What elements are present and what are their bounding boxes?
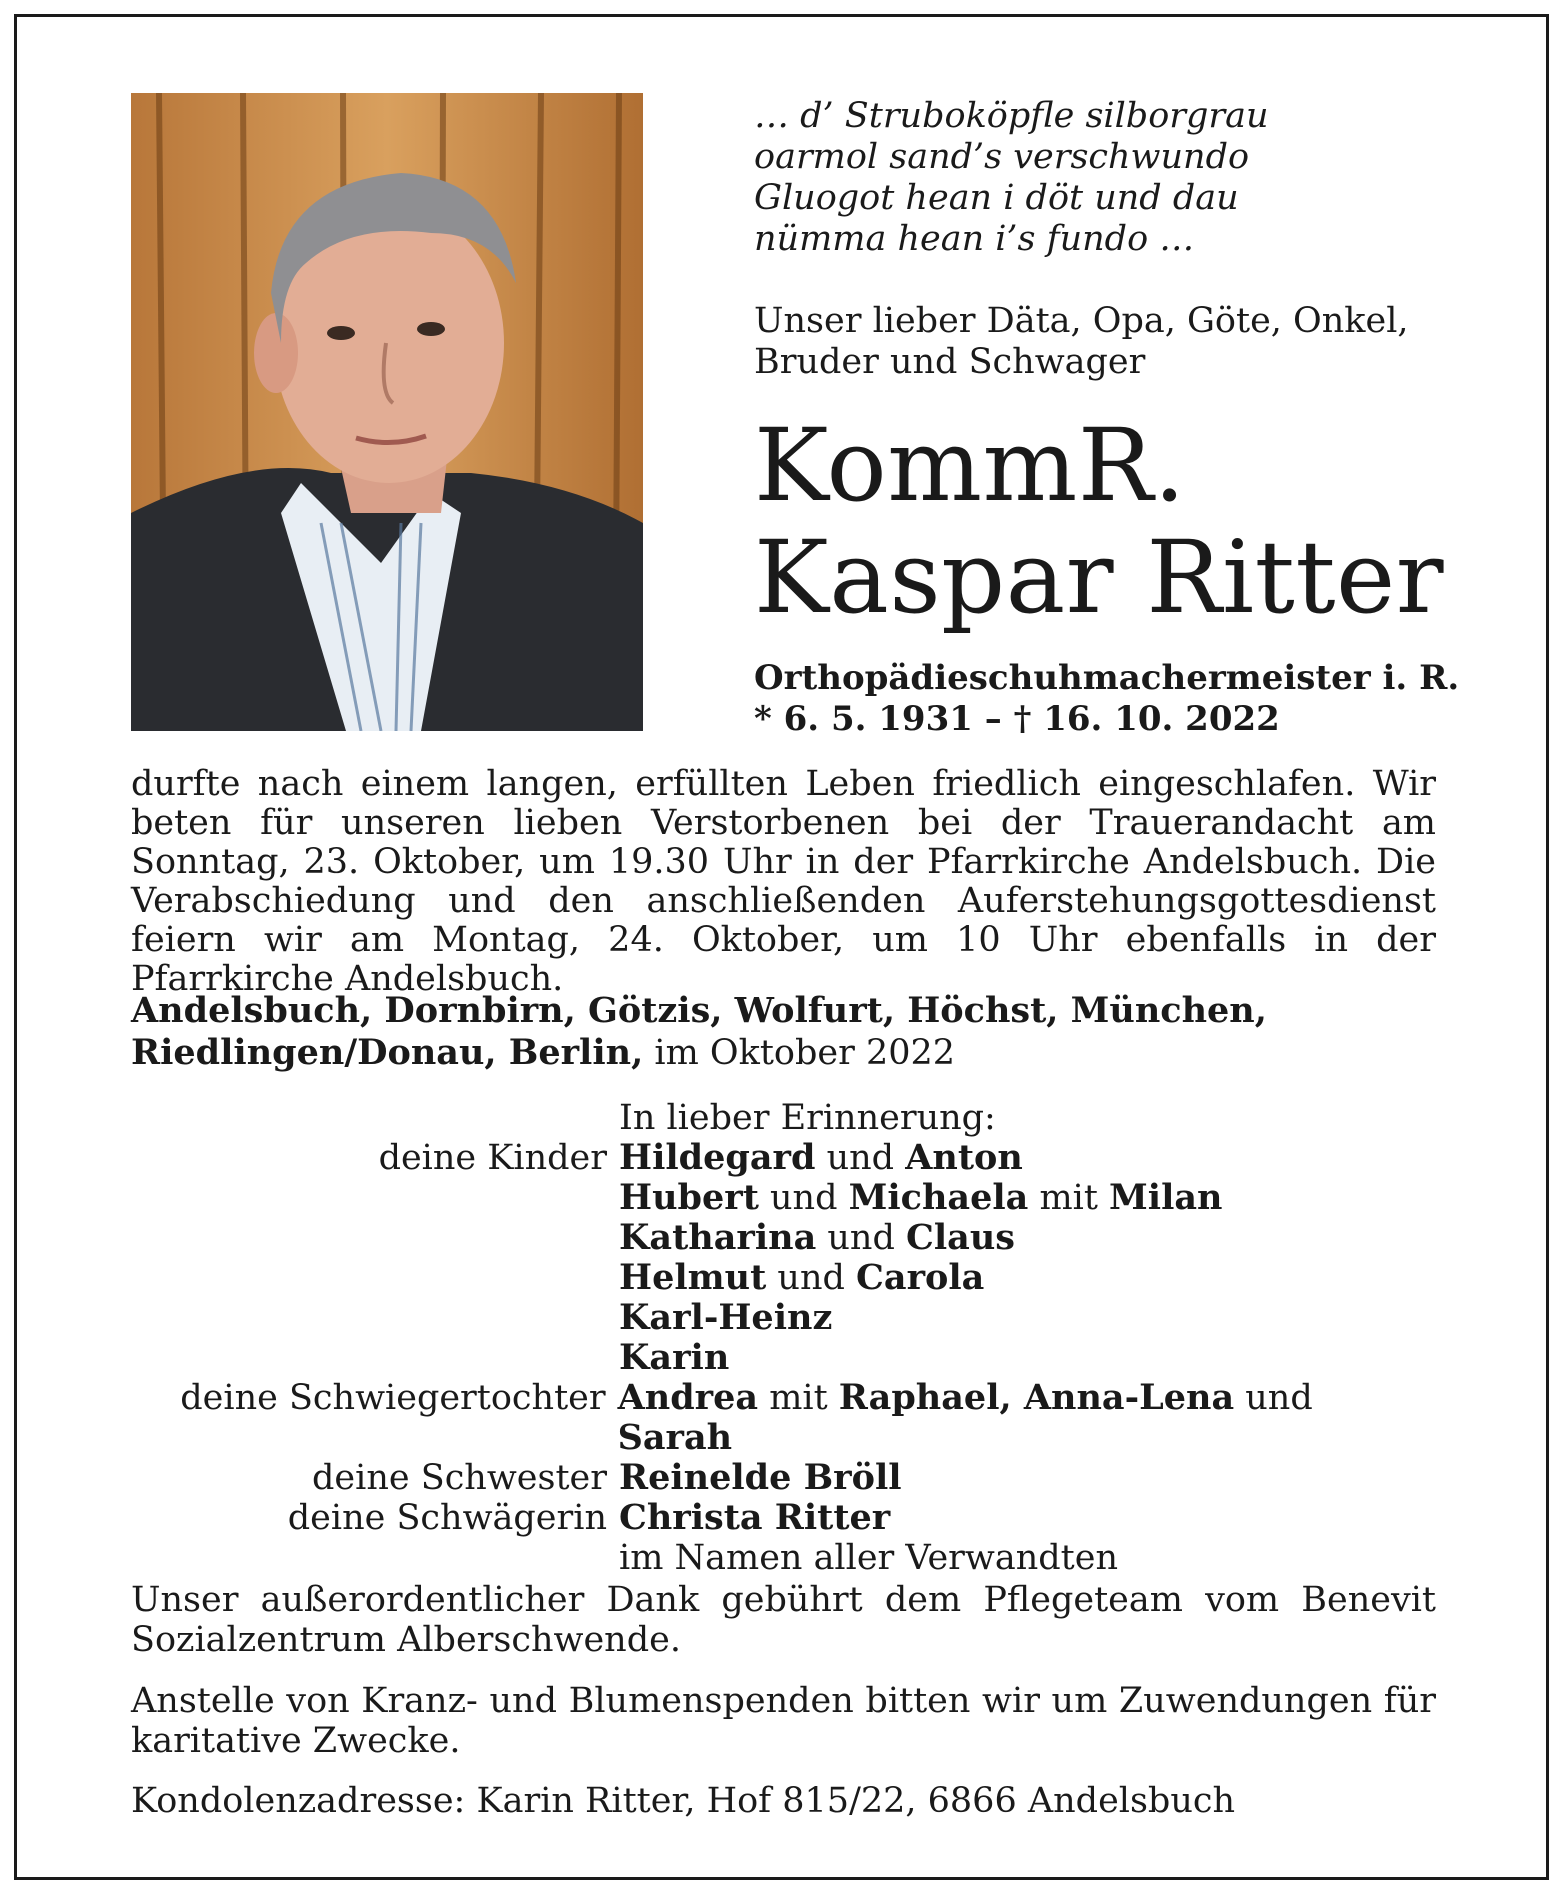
mourner-connector: und bbox=[816, 1218, 907, 1258]
mourner-name: Reinelde Bröll bbox=[619, 1457, 902, 1498]
mourner-name: Claus bbox=[906, 1217, 1015, 1258]
mourner-row bbox=[131, 1218, 1436, 1258]
mourner-connector: mit bbox=[1028, 1178, 1110, 1218]
places-date: im Oktober 2022 bbox=[643, 1033, 956, 1073]
mourner-name: Sarah bbox=[617, 1417, 733, 1458]
mourner-row bbox=[131, 1378, 1436, 1458]
mourner-name: Karl-Heinz bbox=[619, 1297, 833, 1338]
poem-line: Gluogot hean i döt und dau bbox=[754, 178, 1239, 218]
mourner-name: Raphael, Anna-Lena bbox=[838, 1377, 1235, 1418]
mourner-connector: und bbox=[1234, 1378, 1313, 1418]
mourner-relation bbox=[131, 1338, 619, 1378]
mourner-row bbox=[131, 1138, 1436, 1178]
poem bbox=[754, 96, 1454, 260]
announcement-text: durfte nach einem langen, erfüllten Leben friedlich eingeschlafen. Wir beten für unseren lieben Verstorbenen bei der Trauerandacht am Sonntag, 23. Oktober, um 19.30 Uhr in der Pfarrkirche Andelsbuch. Die Verabschiedung und den anschließenden Auferstehungsgottesdienst feiern wir am Montag, 24. Oktober, um 10 Uhr ebenfalls in der Pfarrkirche Andelsbuch. bbox=[131, 764, 1436, 999]
mourner-name: Andrea bbox=[617, 1377, 759, 1418]
thanks-note: Unser außerordentlicher Dank gebührt dem Pflegeteam vom Benevit Sozialzentrum Alberschwende. bbox=[131, 1580, 1436, 1660]
condolence-address: Kondolenzadresse: Karin Ritter, Hof 815/22, 6866 Andelsbuch bbox=[131, 1781, 1236, 1821]
poem-line: nümma hean i’s fundo … bbox=[754, 219, 1195, 259]
places-line bbox=[131, 990, 1436, 1074]
mourner-relation: deine Kinder bbox=[378, 1138, 607, 1178]
mourner-relation bbox=[131, 1538, 619, 1578]
mourner-names bbox=[619, 1498, 890, 1538]
mourner-names bbox=[619, 1538, 1118, 1578]
name-full: Kaspar Ritter bbox=[754, 519, 1444, 636]
mourner-relation bbox=[131, 1298, 619, 1338]
mourner-name: Helmut bbox=[619, 1257, 767, 1298]
mourner-name: Carola bbox=[856, 1257, 985, 1298]
mourner-row bbox=[131, 1458, 1436, 1498]
mourner-name: Milan bbox=[1109, 1177, 1223, 1218]
mourner-connector: und bbox=[766, 1258, 857, 1298]
mourner-names bbox=[618, 1378, 1436, 1458]
mourner-connector: im Namen aller Verwandten bbox=[619, 1538, 1118, 1578]
mourner-names bbox=[619, 1298, 832, 1338]
mourner-row bbox=[131, 1298, 1436, 1338]
mourner-name: Hubert bbox=[619, 1177, 759, 1218]
mourner-name: Hildegard bbox=[619, 1137, 816, 1178]
mourner-row bbox=[131, 1538, 1436, 1578]
mourner-row bbox=[131, 1498, 1436, 1538]
mourner-names bbox=[619, 1178, 1223, 1218]
deceased-name bbox=[754, 407, 1514, 636]
mourner-names bbox=[619, 1138, 1023, 1178]
mourner-names bbox=[619, 1258, 984, 1298]
mourners-list bbox=[131, 1098, 1436, 1578]
mourner-relation: deine Schwester bbox=[312, 1458, 607, 1498]
poem-line: oarmol sand’s verschwundo bbox=[754, 137, 1250, 177]
mourner-connector: und bbox=[815, 1138, 906, 1178]
profession-block bbox=[754, 658, 1514, 740]
intro-text: Unser lieber Däta, Opa, Göte, Onkel, Bruder und Schwager bbox=[754, 301, 1409, 382]
donations-note: Anstelle von Kranz- und Blumenspenden bitten wir um Zuwendungen für karitative Zwecke. bbox=[131, 1681, 1436, 1761]
mourner-name: Katharina bbox=[619, 1217, 817, 1258]
mourner-name: Christa Ritter bbox=[619, 1497, 891, 1538]
mourner-name: Karin bbox=[619, 1337, 730, 1378]
poem-line: … d’ Struboköpfle silborgrau bbox=[754, 96, 1269, 136]
name-title: KommR. bbox=[754, 407, 1186, 524]
mourner-connector: und bbox=[758, 1178, 849, 1218]
life-dates: * 6. 5. 1931 – † 16. 10. 2022 bbox=[754, 699, 1280, 739]
mourner-name: Michaela bbox=[848, 1177, 1029, 1218]
portrait-photo bbox=[131, 93, 643, 731]
mourner-names bbox=[619, 1218, 1015, 1258]
profession: Orthopädieschuhmachermeister i. R. bbox=[754, 658, 1460, 698]
mourner-relation bbox=[131, 1178, 619, 1218]
mourner-relation bbox=[131, 1258, 619, 1298]
places-towns: Andelsbuch, Dornbirn, Götzis, Wolfurt, Höchst, München, Riedlingen/Donau, Berlin, bbox=[131, 990, 1267, 1073]
mourner-row bbox=[131, 1178, 1436, 1218]
mourner-relation: deine Schwägerin bbox=[287, 1498, 607, 1538]
mourners-heading: In lieber Erinnerung: bbox=[619, 1098, 996, 1138]
mourner-connector: mit bbox=[758, 1378, 839, 1418]
mourner-relation bbox=[131, 1218, 619, 1258]
mourner-names bbox=[619, 1458, 902, 1498]
mourner-row bbox=[131, 1258, 1436, 1298]
mourner-name: Anton bbox=[905, 1137, 1023, 1178]
mourner-names bbox=[619, 1338, 729, 1378]
mourner-relation: deine Schwiegertochter bbox=[180, 1378, 606, 1418]
mourner-row bbox=[131, 1338, 1436, 1378]
